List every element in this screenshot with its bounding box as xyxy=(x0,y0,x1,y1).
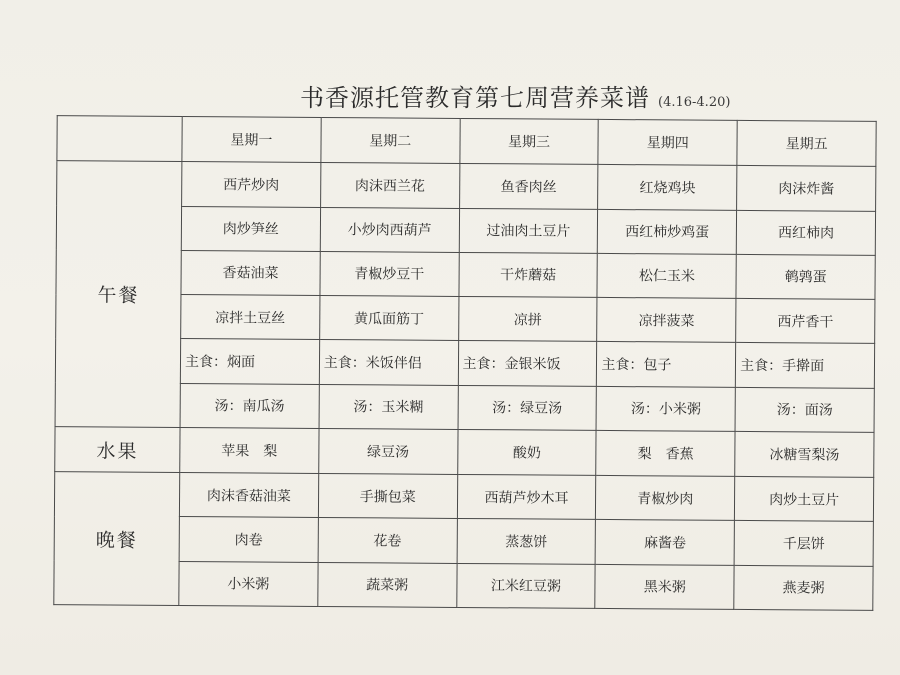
menu-row xyxy=(55,427,874,478)
menu-cell: 汤：绿豆汤 xyxy=(458,385,597,430)
menu-cell: 主食：金银米饭 xyxy=(458,341,597,386)
menu-cell: 千层饼 xyxy=(734,521,873,566)
menu-cell: 汤：面汤 xyxy=(735,387,874,432)
menu-cell: 苹果 梨 xyxy=(180,427,319,473)
menu-cell: 冰糖雪梨汤 xyxy=(735,431,874,477)
menu-cell: 燕麦粥 xyxy=(734,565,873,610)
date-range: (4.16-4.20) xyxy=(658,95,731,110)
menu-cell: 肉沫西兰花 xyxy=(320,163,459,208)
header-row xyxy=(57,116,876,167)
menu-cell: 花卷 xyxy=(318,518,457,563)
menu-cell: 西红柿肉 xyxy=(736,210,875,255)
menu-cell: 鹌鹑蛋 xyxy=(736,254,875,299)
menu-cell: 肉炒土豆片 xyxy=(735,477,874,522)
menu-cell: 凉拼 xyxy=(458,297,597,342)
menu-cell: 绿豆汤 xyxy=(319,428,458,474)
menu-cell: 过油肉土豆片 xyxy=(459,208,598,253)
menu-cell: 黄瓜面筋丁 xyxy=(319,296,458,341)
menu-cell: 鱼香肉丝 xyxy=(459,164,598,209)
menu-cell: 主食：米饭伴侣 xyxy=(319,340,458,385)
menu-cell: 肉卷 xyxy=(179,517,318,562)
day-header: 星期五 xyxy=(737,120,876,166)
menu-cell: 凉拌土豆丝 xyxy=(181,295,320,340)
menu-cell: 手撕包菜 xyxy=(318,474,457,519)
page-title: 书香源托管教育第七周营养菜谱 xyxy=(300,84,650,112)
menu-cell: 青椒炒豆干 xyxy=(320,251,459,296)
menu-cell: 肉炒笋丝 xyxy=(181,206,320,251)
menu-cell: 肉沫香菇油菜 xyxy=(179,473,318,518)
day-header: 星期四 xyxy=(598,119,737,165)
menu-cell: 香菇油菜 xyxy=(181,250,320,295)
day-header: 星期二 xyxy=(321,117,460,163)
menu-cell: 青椒炒肉 xyxy=(596,476,735,521)
title-row xyxy=(300,78,820,112)
menu-cell: 汤：小米粥 xyxy=(596,386,735,431)
menu-cell: 西红柿炒鸡蛋 xyxy=(598,209,737,254)
menu-cell: 江米红豆粥 xyxy=(456,563,595,608)
menu-cell: 小米粥 xyxy=(179,561,318,606)
menu-row xyxy=(54,472,873,522)
menu-cell: 小炒肉西葫芦 xyxy=(320,207,459,252)
menu-cell: 蒸葱饼 xyxy=(457,519,596,564)
menu-cell: 肉沫炸酱 xyxy=(737,166,876,211)
menu-cell: 梨 香蕉 xyxy=(596,430,735,476)
menu-cell: 主食：焖面 xyxy=(180,339,319,384)
menu-cell: 红烧鸡块 xyxy=(598,165,737,210)
weekly-menu-table xyxy=(53,115,876,611)
menu-cell: 干炸蘑菇 xyxy=(459,252,598,297)
menu-cell: 酸奶 xyxy=(457,429,596,475)
menu-cell: 主食：包子 xyxy=(597,342,736,387)
meal-label: 午餐 xyxy=(55,161,182,427)
menu-body xyxy=(54,116,876,611)
day-header: 星期一 xyxy=(182,117,321,163)
menu-cell: 麻酱卷 xyxy=(595,520,734,565)
menu-cell: 主食：手擀面 xyxy=(736,343,875,388)
meal-label: 晚餐 xyxy=(54,472,180,606)
menu-row xyxy=(57,161,876,211)
corner-cell xyxy=(57,116,182,162)
menu-cell: 西葫芦炒木耳 xyxy=(457,475,596,520)
meal-label: 水果 xyxy=(55,427,180,473)
menu-cell: 蔬菜粥 xyxy=(318,562,457,607)
menu-cell: 汤：玉米糊 xyxy=(319,384,458,429)
menu-cell: 凉拌菠菜 xyxy=(597,298,736,343)
day-header: 星期三 xyxy=(459,118,598,164)
menu-cell: 黑米粥 xyxy=(595,564,734,609)
menu-cell: 西芹炒肉 xyxy=(182,162,321,207)
menu-cell: 汤：南瓜汤 xyxy=(180,383,319,428)
menu-cell: 松仁玉米 xyxy=(597,253,736,298)
menu-cell: 西芹香干 xyxy=(736,298,875,343)
